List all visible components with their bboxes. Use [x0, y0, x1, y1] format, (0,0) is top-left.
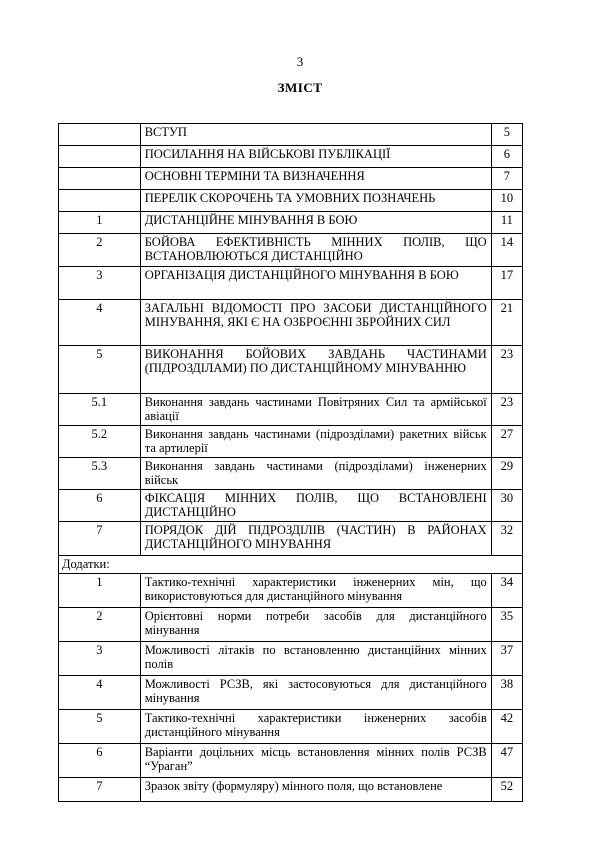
toc-entry-page: 29 [491, 458, 522, 490]
toc-entry-page: 38 [491, 676, 522, 710]
toc-entry-title: ВИКОНАННЯ БОЙОВИХ ЗАВДАНЬ ЧАСТИНАМИ (ПІДРОЗДІЛАМИ) ПО ДИСТАНЦІЙНОМУ МІНУВАННЮ [140, 346, 491, 394]
toc-row [59, 522, 523, 556]
toc-row [59, 267, 523, 300]
toc-entry-title: ОРГАНІЗАЦІЯ ДИСТАНЦІЙНОГО МІНУВАННЯ В БОЮ [140, 267, 491, 300]
toc-entry-title: Можливості літаків по встановленню дистанційних мінних полів [140, 642, 491, 676]
toc-entry-page: 7 [491, 168, 522, 190]
toc-group-row [59, 556, 523, 574]
toc-entry-number: 5.2 [59, 426, 141, 458]
toc-row [59, 574, 523, 608]
toc-entry-number: 4 [59, 300, 141, 346]
toc-row [59, 426, 523, 458]
toc-entry-number: 2 [59, 608, 141, 642]
toc-entry-title: ОСНОВНІ ТЕРМІНИ ТА ВИЗНАЧЕННЯ [140, 168, 491, 190]
toc-entry-number [59, 124, 141, 146]
toc-entry-title: Виконання завдань частинами (підрозділами) інженерних військ [140, 458, 491, 490]
toc-entry-number: 6 [59, 744, 141, 778]
toc-entry-page: 30 [491, 490, 522, 522]
toc-entry-title: ЗАГАЛЬНІ ВІДОМОСТІ ПРО ЗАСОБИ ДИСТАНЦІЙНОГО МІНУВАННЯ, ЯКІ Є НА ОЗБРОЄННІ ЗБРОЙНИХ СИЛ [140, 300, 491, 346]
toc-entry-title: ВСТУП [140, 124, 491, 146]
toc-entry-title: ПОСИЛАННЯ НА ВІЙСЬКОВІ ПУБЛІКАЦІЇ [140, 146, 491, 168]
toc-row [59, 608, 523, 642]
toc-group-label: Додатки: [59, 556, 523, 574]
toc-row [59, 744, 523, 778]
toc-entry-title: ПЕРЕЛІК СКОРОЧЕНЬ ТА УМОВНИХ ПОЗНАЧЕНЬ [140, 190, 491, 212]
toc-entry-page: 37 [491, 642, 522, 676]
toc-row [59, 394, 523, 426]
toc-entry-page: 6 [491, 146, 522, 168]
toc-entry-number: 5.3 [59, 458, 141, 490]
toc-entry-number [59, 190, 141, 212]
toc-entry-title: Орієнтовні норми потреби засобів для дистанційного мінування [140, 608, 491, 642]
toc-entry-page: 23 [491, 394, 522, 426]
toc-entry-title: ФІКСАЦІЯ МІННИХ ПОЛІВ, ЩО ВСТАНОВЛЕНІ ДИСТАНЦІЙНО [140, 490, 491, 522]
toc-entry-title: Зразок звіту (формуляру) мінного поля, що встановлене [140, 778, 491, 802]
toc-entry-page: 14 [491, 234, 522, 267]
toc-row [59, 168, 523, 190]
toc-entry-page: 10 [491, 190, 522, 212]
toc-entry-number: 2 [59, 234, 141, 267]
toc-row [59, 124, 523, 146]
toc-row [59, 146, 523, 168]
toc-entry-page: 17 [491, 267, 522, 300]
toc-entry-number: 6 [59, 490, 141, 522]
toc-entry-title: Виконання завдань частинами Повітряних Сил та армійської авіації [140, 394, 491, 426]
toc-entry-number: 5 [59, 710, 141, 744]
toc-entry-number: 7 [59, 522, 141, 556]
toc-entry-page: 47 [491, 744, 522, 778]
toc-entry-number: 4 [59, 676, 141, 710]
toc-entry-title: Тактико-технічні характеристики інженерних засобів дистанційного мінування [140, 710, 491, 744]
toc-row [59, 642, 523, 676]
table-of-contents [58, 123, 523, 802]
toc-row [59, 212, 523, 234]
toc-entry-page: 23 [491, 346, 522, 394]
toc-entry-number: 3 [59, 642, 141, 676]
toc-row [59, 490, 523, 522]
toc-row [59, 190, 523, 212]
toc-entry-number: 7 [59, 778, 141, 802]
toc-entry-title: ДИСТАНЦІЙНЕ МІНУВАННЯ В БОЮ [140, 212, 491, 234]
toc-entry-number: 5 [59, 346, 141, 394]
toc-row [59, 234, 523, 267]
page-title: ЗМІСТ [277, 80, 323, 95]
toc-row [59, 710, 523, 744]
toc-entry-title: БОЙОВА ЕФЕКТИВНІСТЬ МІННИХ ПОЛІВ, ЩО ВСТАНОВЛЮЮТЬСЯ ДИСТАНЦІЙНО [140, 234, 491, 267]
toc-entry-title: ПОРЯДОК ДІЙ ПІДРОЗДІЛІВ (ЧАСТИН) В РАЙОНАХ ДИСТАНЦІЙНОГО МІНУВАННЯ [140, 522, 491, 556]
toc-entry-page: 34 [491, 574, 522, 608]
toc-row [59, 300, 523, 346]
toc-entry-page: 52 [491, 778, 522, 802]
toc-entry-number: 1 [59, 212, 141, 234]
toc-row [59, 778, 523, 802]
toc-row [59, 346, 523, 394]
toc-row [59, 458, 523, 490]
toc-entry-page: 11 [491, 212, 522, 234]
toc-row [59, 676, 523, 710]
toc-entry-number: 5.1 [59, 394, 141, 426]
toc-entry-number [59, 168, 141, 190]
page-number: 3 [296, 54, 304, 69]
toc-entry-page: 32 [491, 522, 522, 556]
toc-entry-title: Варіанти доцільних місць встановлення мінних полів РСЗВ “Ураган” [140, 744, 491, 778]
toc-entry-page: 27 [491, 426, 522, 458]
toc-entry-page: 42 [491, 710, 522, 744]
toc-entry-number: 1 [59, 574, 141, 608]
toc-entry-title: Виконання завдань частинами (підрозділами) ракетних військ та артилерії [140, 426, 491, 458]
toc-entry-page: 5 [491, 124, 522, 146]
toc-entry-title: Тактико-технічні характеристики інженерних мін, що використовуються для дистанційного мінування [140, 574, 491, 608]
toc-entry-number: 3 [59, 267, 141, 300]
toc-entry-title: Можливості РСЗВ, які застосовуються для дистанційного мінування [140, 676, 491, 710]
toc-entry-page: 35 [491, 608, 522, 642]
toc-entry-page: 21 [491, 300, 522, 346]
toc-entry-number [59, 146, 141, 168]
